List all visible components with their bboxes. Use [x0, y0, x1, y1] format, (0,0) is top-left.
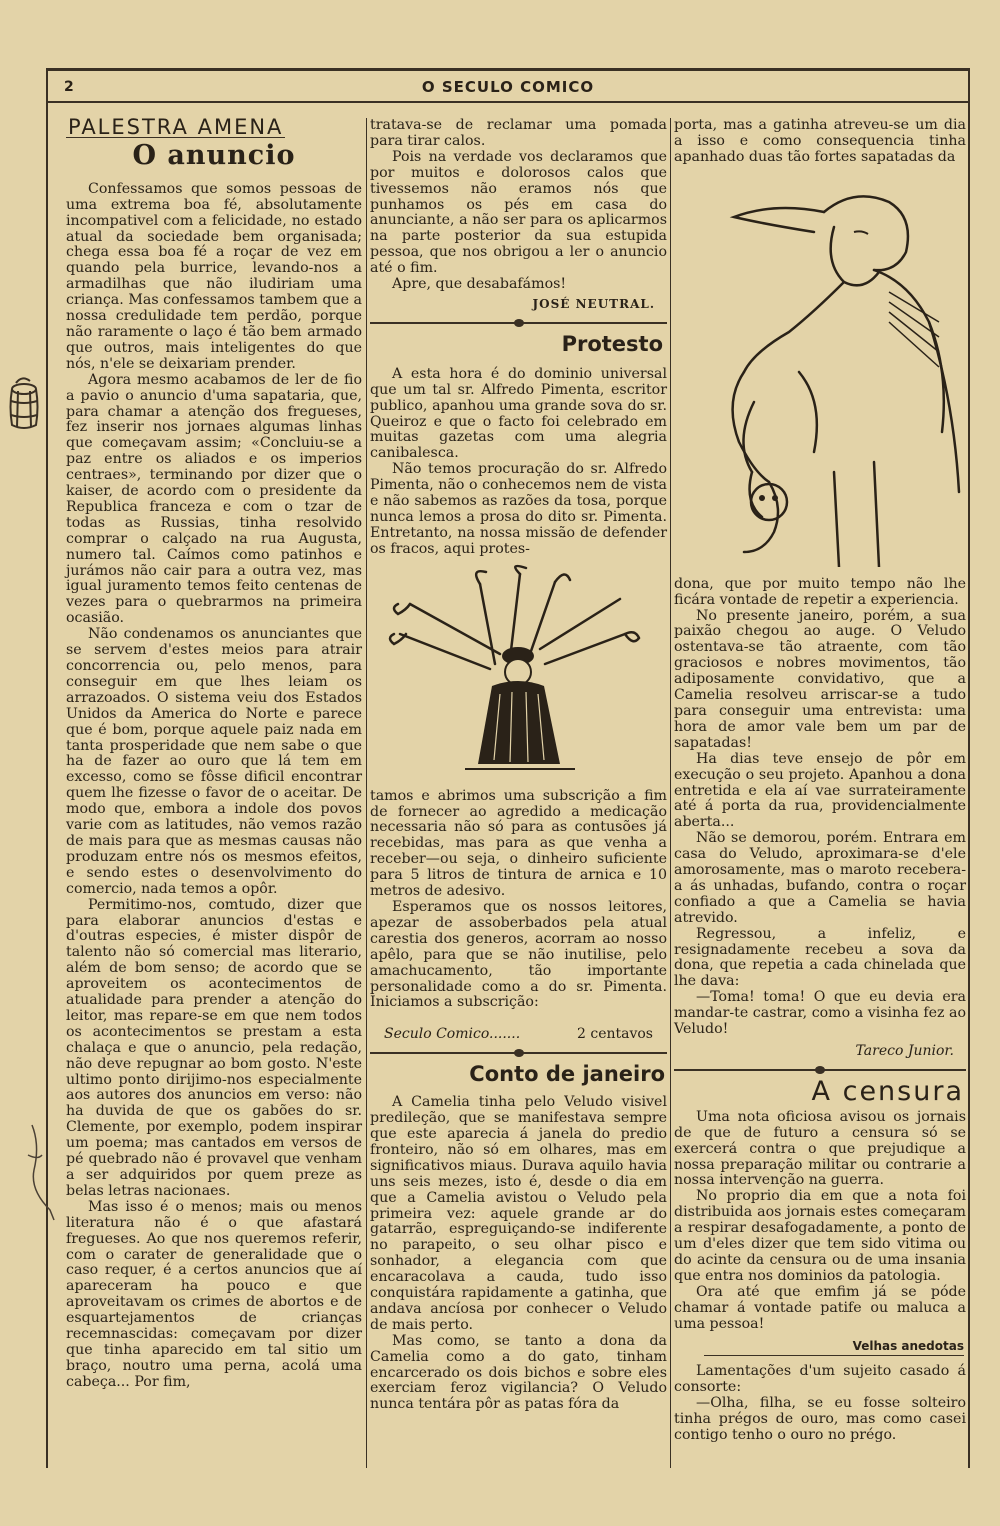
paragraph: A Camelia tinha pelo Veludo visivel predileção, que se manifestava sempre que este aparecia á janela do predio fronteiro, não só em olhares, mas em significativos miaus. Durava aquilo havia uns seis mezes, isto é, desde o dia em que a Camelia avistou o Veludo pela primeira vez: aquele grande ar do gatarrão, espreguiçando-se indiferente no parapeito, o seu olhar pisco e sonhador, a elegancia com que encaracolava a cauda, tudo isso conquistára rapidamente a gatinha, que andava ancíosa por conhecer o Veludo de mais perto. [370, 1094, 667, 1333]
paragraph: Esperamos que os nossos leitores, apezar de assoberbados pela atual carestia dos generos, acorram ao nosso apêlo, para que se não inutilise, pelo amachucamento, tão importante personalidade como a do sr. Pimenta. Iniciamos a subscrição: [370, 899, 667, 1011]
paragraph: Agora mesmo acabamos de ler de fio a pavio o anuncio d'uma sapataria, que, para chamar a atenção dos fregueses, fez inserir nos jornaes algumas linhas que começavam assim; «Concluiu-se a paz entre os aliados e os imperios centraes», terminando por dizer que o kaiser, de acordo com o presidente da Republica franceza e com o tzar de todas as Russias, tinha resolvido comprar o calçado na rua Augusta, numero tal. Caímos como patinhos e jurámos não cair para a outra vez, mas igual juramento temos feito centenas de vezes para o quebrarmos na primeira ocasião. [66, 371, 362, 627]
paragraph: porta, mas a gatinha atreveu-se um dia a isso e como consequencia tinha apanhado duas tão fortes sapatadas da [674, 117, 966, 165]
paragraph: tratava-se de reclamar uma pomada para tirar calos. [370, 117, 667, 149]
paragraph: tamos e abrimos uma subscrição a fim de fornecer ao agredido a medicação necessaria não só para as contusões já recebidas, mas para as que venha a receber—ou seja, o dinheiro suficiente para 5 litros de tintura de arnica e 10 metros de adesivo. [370, 787, 667, 900]
page-header [48, 68, 968, 103]
paragraph: Uma nota oficiosa avisou os jornais de que de futuro a censura só se exercerá contra o que prejudique a nossa preparação militar ou contrarie a nossa intervenção na guerra. [674, 1108, 966, 1189]
paragraph: Não se demorou, porém. Entrara em casa do Veludo, aproximara-se d'ele amorosamente, mas o maroto recebera-a ás unhadas, bufando, contra o roçar confiado a que a Camelia se havia atrevido. [674, 830, 966, 926]
column-3 [674, 118, 966, 1444]
paragraph: —Toma! toma! O que eu devia era mandar-te castrar, como a visinha fez ao Veludo! [674, 989, 966, 1038]
paragraph: dona, que por muito tempo não lhe ficára vontade de repetir a experiencia. [674, 575, 966, 608]
paragraph: No proprio dia em que a nota foi distribuida aos jornais estes começaram a respirar desafogadamente, a ponto de um d'eles dizer que tem sido vitima ou do acinte da censura ou de uma insania que entra nos dominios da patologia. [674, 1188, 966, 1284]
page-number: 2 [64, 79, 74, 95]
paragraph: A esta hora é do dominio universal que um tal sr. Alfredo Pimenta, escritor publico, apanhou uma grande sova do sr. Queiroz e que o facto foi celebrado em muitas gazetas com uma alegria canibalesca. [370, 365, 667, 462]
paragraph: —Olha, filha, se eu fosse solteiro tinha prégos de ouro, mas como casei contigo tenho o ouro no prégo. [674, 1395, 966, 1444]
margin-pencil-mark [20, 1115, 60, 1225]
article-title-protesto: Protesto [561, 331, 663, 356]
ornamental-divider [370, 1049, 667, 1057]
paragraph: Mas isso é o menos; mais ou menos literatura não é o que afastará fregueses. Ao que nos queremos referir, com o carater de generalidade que o caso requer, é a certos anuncios que aí apareceram ha pouco e que aproveitavam os crimes de abortos e de esquartejamentos de crianças recemnascidas: começavam por dizer que tinha aparecido em tal sitio um braço, noutro uma perna, acolá uma cabeça... Por fim, [66, 1198, 362, 1390]
paragraph: Regressou, a infeliz, e resignadamente recebeu a sova da dona, que repetia a cada chinelada que lhe dava: [674, 925, 966, 990]
column-2 [370, 118, 667, 1413]
woman-holding-cat-illustration [674, 172, 966, 567]
paragraph: Mas como, se tanto a dona da Camelia como a do gato, tinham encarcerado os dois bichos e sobre eles exerciam feroz vigilancia? O Veludo nunca tentára pôr as patas fóra da [370, 1332, 667, 1413]
ornamental-divider [370, 319, 667, 327]
column-rule [670, 118, 671, 1468]
paragraph: Permitimo-nos, comtudo, dizer que para elaborar anuncios d'estas e d'outras especies, é mister dispôr de talento não só comercial mas literario, além de bom senso; de acordo que se aproveitem os acontecimentos de atualidade para prender a atenção do leitor, mas repare-se em que nem todos os acontecimentos se prestam a esta chalaça e que o anuncio, pela redação, não deve repugnar ao bom gosto. N'este ultimo ponto dirijimo-nos especialmente aos autores dos anuncios em verso: não ha duvida de que os gabões do sr. Clemente, por exemplo, podem inspirar um poema; mas cantados em versos de pé quebrado não é provavel que venham a ser adquiridos por quem preze as belas letras nacionaes. [66, 896, 362, 1199]
paragraph: Apre, que desabafámos! [392, 276, 567, 293]
article-title-anedotas: Velhas anedotas [704, 1339, 964, 1357]
paragraph: No presente janeiro, porém, a sua paixão chegou ao auge. O Veludo ostentava-se tão atraente, com tão graciosos e nobres movimentos, tão adiposamente convidativo, que a Camelia resolveu arriscar-se a tudo para conseguir uma entrevista: uma hora de amor vale bem um par de sapatadas! [674, 607, 966, 751]
article-title-conto: Conto de janeiro [469, 1062, 665, 1087]
section-kicker: PALESTRA AMENA [68, 115, 284, 139]
paragraph: Ha dias teve ensejo de pôr em execução o seu projeto. Apanhou a dona entretida e ela aí vae surrateiramente até á porta da rua, providencialmente aberta... [674, 750, 966, 831]
subscription-value: 2 centavos [577, 1026, 653, 1043]
author-signature: JOSÉ NEUTRAL. [532, 296, 655, 311]
barrel-stamp-icon [6, 375, 42, 435]
newspaper-page [46, 68, 970, 1468]
paragraph: Lamentações d'um sujeito casado á consorte: [674, 1363, 966, 1396]
author-signature: Tareco Junior. [855, 1043, 954, 1059]
paragraph: Confessamos que somos pessoas de uma extrema boa fé, absolutamente incompativel com a felicidade, no estado atual da sociedade bem organisada; chega essa boa fé a roçar de vez em quando pela burrice, levando-nos a armadilhas que não iludiriam uma criança. Mas confessamos tambem que a nossa credulidade tem perdão, porque não raramente o laço é tão bem armado que outros, mais inteligentes do que nós, n'ele se deixariam prender. [66, 180, 362, 372]
paragraph: Ora até que emfim já se póde chamar á vontade patife ou maluca a uma pessoa! [674, 1283, 966, 1332]
subscription-name: Seculo Comico....... [384, 1026, 521, 1043]
paragraph: Não condenamos os anunciantes que se servem d'estes meios para atrair concorrencia ou, pelo menos, para conseguir em que lhes leiam os arrazoados. O sistema veiu dos Estados Unidos da America do Norte e parece que é bom, porque aquele paiz nada em tanta prosperidade que nem sabe o que ha de fazer ao ouro que lá tem em excesso, como se fôsse dificil encontrar quem lhe fizesse o favor de o aceitar. De modo que, embora a indole dos povos varie com as latitudes, não vemos razão de mais para que as mesmas causas não produzam entre nós os mesmos efeitos, e sendo estes o desenvolvimento do comercio, nada temos a opôr. [66, 626, 362, 897]
subscription-line [384, 1027, 653, 1043]
paragraph: Não temos procuração do sr. Alfredo Pimenta, não o conhecemos nem de vista e não sabemos as razões da tosa, porque nunca lemos a prosa do dito sr. Pimenta. Entretanto, na nossa missão de defender os fracos, aqui protes- [370, 461, 667, 557]
canes-beating-illustration [370, 564, 667, 779]
masthead: O SECULO COMICO [421, 78, 595, 96]
column-1 [66, 115, 362, 1391]
article-title-anuncio: O anuncio [132, 139, 296, 171]
paragraph: Pois na verdade vos declaramos que por muitos e dolorosos calos que tivessemos não eramos nós que punhamos os pés em casa do anunciante, a não ser para os aplicarmos na parte posterior da sua estupida pessoa, que nos obrigou a ler o anuncio até o fim. [370, 148, 667, 277]
ornamental-divider [674, 1066, 966, 1074]
column-rule [366, 118, 367, 1468]
article-title-censura: A censura [811, 1075, 964, 1107]
